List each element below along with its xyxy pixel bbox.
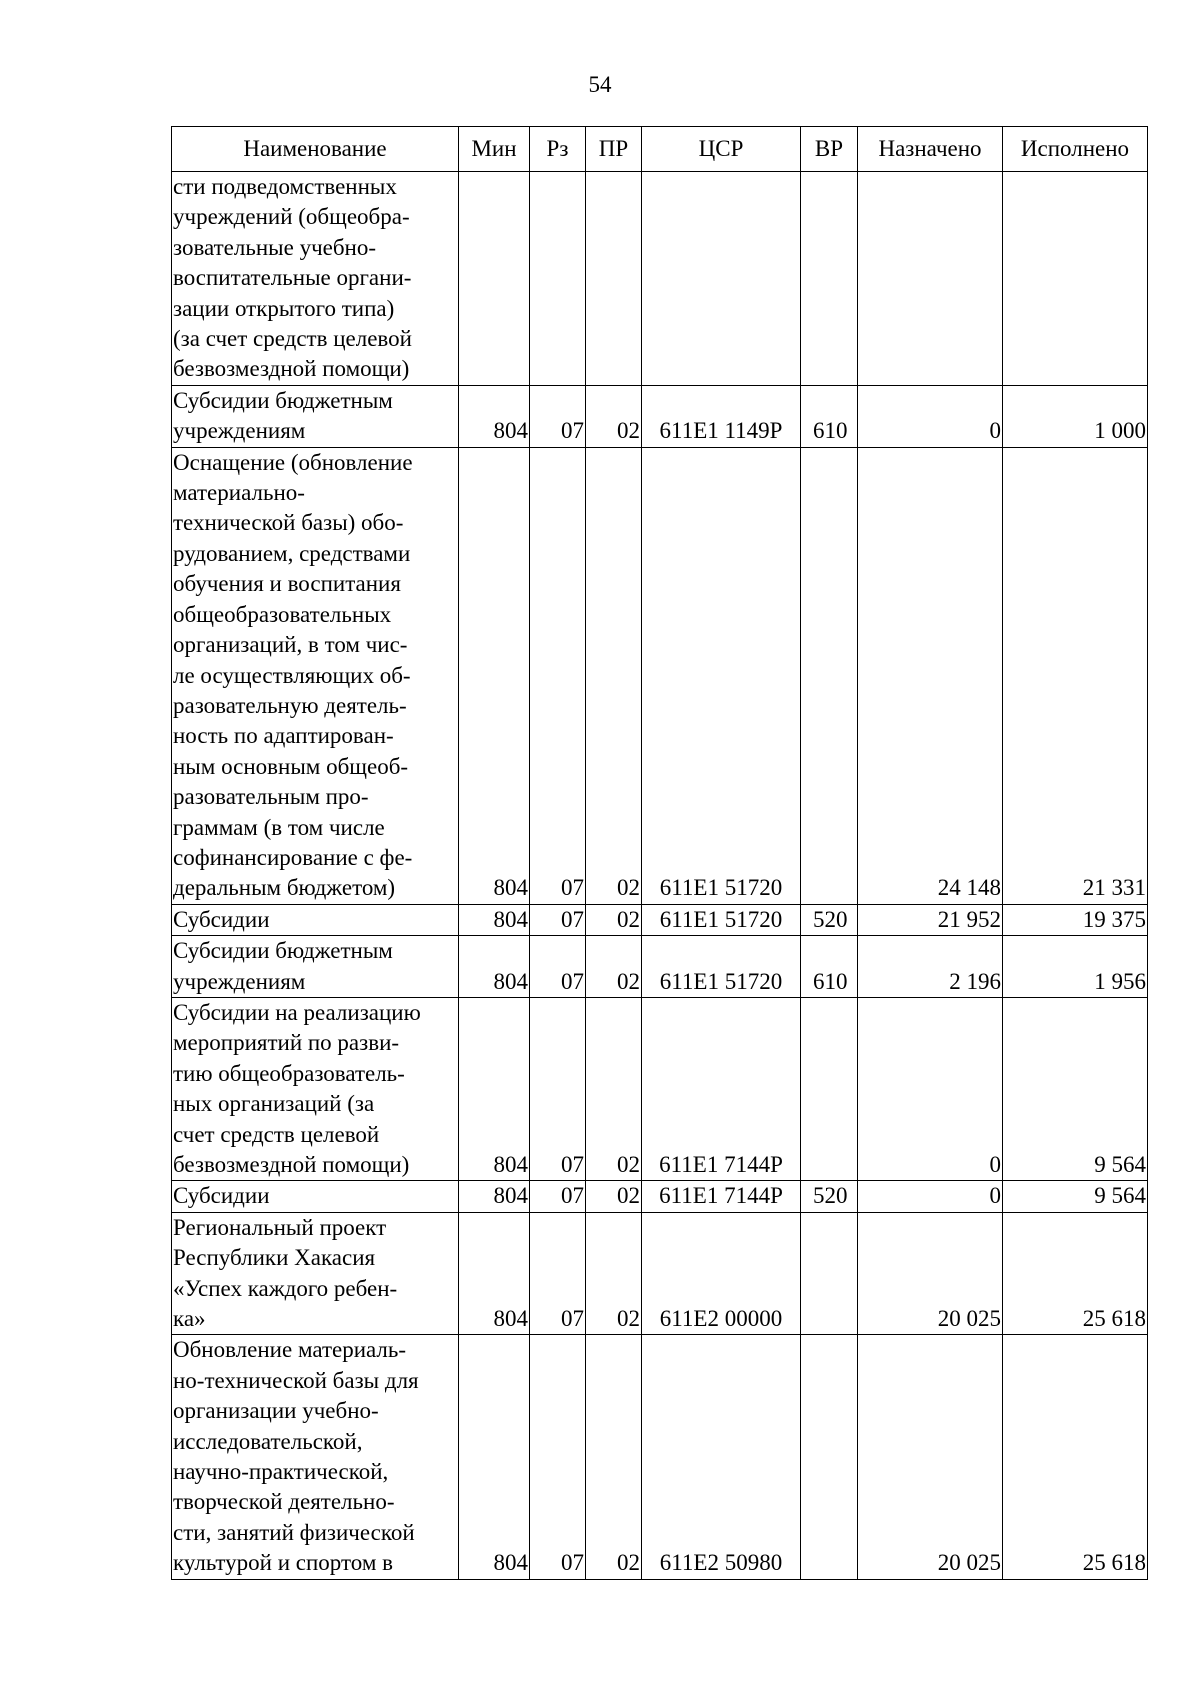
table-row [172, 1212, 1148, 1335]
name-line: счет средств целевой [173, 1121, 380, 1147]
cell-isp: 9 564 [1003, 997, 1148, 1180]
cell-min: 804 [459, 904, 530, 935]
header-vr: ВР [801, 127, 858, 172]
name-line: Республики Хакасия [173, 1245, 376, 1271]
header-naz: Назначено [858, 127, 1003, 172]
cell-pr: 02 [586, 1212, 642, 1335]
cell-csr: 611Е1 51720 [642, 447, 801, 904]
name-line: зовательные учебно- [173, 234, 377, 260]
cell-name [172, 385, 459, 447]
name-line: материально- [173, 480, 305, 506]
cell-name [172, 904, 459, 935]
name-line: (за счет средств целевой [173, 326, 412, 352]
cell-naz: 2 196 [858, 936, 1003, 998]
cell-vr: 520 [801, 904, 858, 935]
name-line: тию общеобразователь- [173, 1060, 405, 1086]
name-line: безвозмездной помощи) [173, 356, 410, 382]
name-line: зации открытого типа) [173, 295, 395, 321]
cell-naz: 0 [858, 1181, 1003, 1212]
page-number: 54 [588, 72, 612, 97]
name-line: безвозмездной помощи) [173, 1152, 410, 1177]
name-line: организаций, в том чис- [173, 632, 408, 658]
cell-vr [801, 997, 858, 1180]
cell-rz: 07 [530, 385, 586, 447]
cell-csr: 611Е1 51720 [642, 936, 801, 998]
cell-vr: 610 [801, 385, 858, 447]
header-pr: ПР [586, 127, 642, 172]
cell-naz: 21 952 [858, 904, 1003, 935]
cell-vr [801, 1335, 858, 1579]
cell-name [172, 936, 459, 998]
name-line: Субсидии на реализацию [173, 999, 421, 1025]
cell-naz [858, 172, 1003, 386]
name-line: ных организаций (за [173, 1091, 375, 1117]
name-line: творческой деятельно- [173, 1489, 395, 1515]
cell-name [172, 1181, 459, 1212]
cell-name [172, 172, 459, 386]
cell-naz: 0 [858, 997, 1003, 1180]
cell-name [172, 1335, 459, 1579]
cell-isp: 25 618 [1003, 1212, 1148, 1335]
header-row [172, 127, 1148, 172]
cell-rz: 07 [530, 1212, 586, 1335]
name-line: ным основным общеоб- [173, 753, 409, 779]
cell-pr: 02 [586, 1181, 642, 1212]
name-line: Субсидии бюджетным [173, 938, 393, 964]
name-line: разовательную деятель- [173, 692, 407, 718]
cell-min: 804 [459, 1212, 530, 1335]
cell-min: 804 [459, 997, 530, 1180]
name-line: сти подведомственных [173, 174, 397, 199]
table-row [172, 936, 1148, 998]
table-row [172, 997, 1148, 1180]
name-line: Субсидии [173, 906, 270, 932]
cell-isp: 19 375 [1003, 904, 1148, 935]
cell-isp: 9 564 [1003, 1181, 1148, 1212]
header-rz: Рз [530, 127, 586, 172]
cell-naz: 20 025 [858, 1212, 1003, 1335]
name-line: ка» [173, 1306, 206, 1332]
cell-pr: 02 [586, 997, 642, 1180]
budget-table [171, 126, 1148, 1580]
name-line: обучения и воспитания [173, 571, 401, 597]
header-name: Наименование [172, 127, 459, 172]
cell-min: 804 [459, 1181, 530, 1212]
cell-isp [1003, 172, 1148, 386]
name-line: «Успех каждого ребен- [173, 1275, 398, 1301]
cell-isp: 21 331 [1003, 447, 1148, 904]
cell-rz: 07 [530, 904, 586, 935]
name-line: организации учебно- [173, 1398, 379, 1424]
cell-rz: 07 [530, 447, 586, 904]
cell-name [172, 1212, 459, 1335]
cell-vr: 610 [801, 936, 858, 998]
table-row [172, 1181, 1148, 1212]
name-line: сти, занятий физической [173, 1519, 415, 1545]
cell-isp: 1 000 [1003, 385, 1148, 447]
header-min: Мин [459, 127, 530, 172]
cell-name [172, 447, 459, 904]
cell-rz: 07 [530, 1181, 586, 1212]
cell-csr [642, 172, 801, 386]
cell-vr [801, 172, 858, 386]
cell-rz: 07 [530, 1335, 586, 1579]
name-line: граммам (в том числе [173, 814, 385, 840]
table-row [172, 904, 1148, 935]
name-line: учреждений (общеобра- [173, 204, 410, 230]
cell-pr: 02 [586, 936, 642, 998]
name-line: но-технической базы для [173, 1367, 419, 1393]
name-line: исследовательской, [173, 1428, 363, 1454]
cell-naz: 0 [858, 385, 1003, 447]
cell-pr: 02 [586, 1335, 642, 1579]
cell-pr: 02 [586, 904, 642, 935]
cell-pr: 02 [586, 385, 642, 447]
name-line: ле осуществляющих об- [173, 662, 411, 688]
name-line: софинансирование с фе- [173, 844, 413, 870]
cell-name [172, 997, 459, 1180]
name-line: мероприятий по разви- [173, 1030, 400, 1056]
table-row [172, 172, 1148, 386]
name-line: деральным бюджетом) [173, 875, 396, 901]
table-body [172, 172, 1148, 1580]
cell-isp: 25 618 [1003, 1335, 1148, 1579]
name-line: учреждениям [173, 968, 306, 994]
cell-naz: 24 148 [858, 447, 1003, 904]
cell-csr: 611Е1 1149Р [642, 385, 801, 447]
cell-csr: 611Е1 7144Р [642, 997, 801, 1180]
name-line: ность по адаптирован- [173, 723, 394, 749]
cell-pr: 02 [586, 447, 642, 904]
name-line: научно-практической, [173, 1459, 389, 1485]
table-header [172, 127, 1148, 172]
cell-vr: 520 [801, 1181, 858, 1212]
cell-csr: 611Е1 7144Р [642, 1181, 801, 1212]
table-row [172, 1335, 1148, 1579]
cell-vr [801, 1212, 858, 1335]
name-line: Региональный проект [173, 1214, 387, 1240]
cell-csr: 611Е1 51720 [642, 904, 801, 935]
cell-min: 804 [459, 1335, 530, 1579]
cell-isp: 1 956 [1003, 936, 1148, 998]
cell-min: 804 [459, 936, 530, 998]
cell-min: 804 [459, 385, 530, 447]
cell-naz: 20 025 [858, 1335, 1003, 1579]
cell-vr [801, 447, 858, 904]
cell-rz: 07 [530, 997, 586, 1180]
cell-rz: 07 [530, 936, 586, 998]
name-line: рудованием, средствами [173, 540, 411, 566]
cell-csr: 611Е2 00000 [642, 1212, 801, 1335]
cell-min [459, 172, 530, 386]
name-line: Субсидии [173, 1183, 270, 1209]
table-row [172, 447, 1148, 904]
name-line: учреждениям [173, 418, 306, 444]
cell-pr [586, 172, 642, 386]
name-line: воспитательные органи- [173, 265, 412, 291]
name-line: разовательным про- [173, 784, 369, 810]
name-line: культурой и спортом в [173, 1550, 393, 1576]
name-line: Субсидии бюджетным [173, 387, 393, 413]
cell-min: 804 [459, 447, 530, 904]
cell-rz [530, 172, 586, 386]
cell-csr: 611Е2 50980 [642, 1335, 801, 1579]
name-line: технической базы) обо- [173, 510, 404, 536]
name-line: Оснащение (обновление [173, 449, 413, 475]
header-csr: ЦСР [642, 127, 801, 172]
name-line: Обновление материаль- [173, 1337, 407, 1363]
name-line: общеобразовательных [173, 601, 392, 627]
header-isp: Исполнено [1003, 127, 1148, 172]
table-row [172, 385, 1148, 447]
